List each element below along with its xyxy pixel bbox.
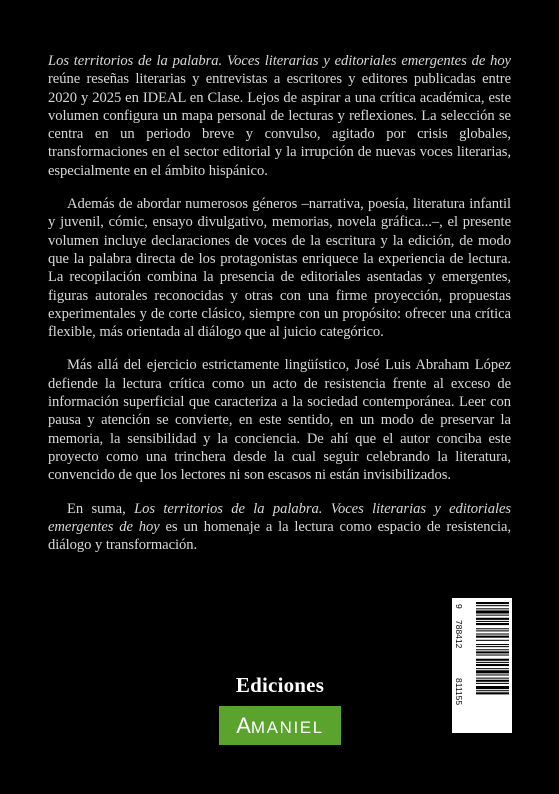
barcode-bar	[476, 651, 509, 653]
book-title-italic: Los territorios de la palabra. Voces literarias y editoriales emergentes de hoy	[48, 500, 512, 535]
back-cover-text	[48, 52, 511, 569]
isbn-barcode	[452, 598, 512, 733]
barcode-bar	[476, 659, 509, 661]
barcode-bar	[476, 623, 509, 625]
paragraph-4	[48, 500, 511, 555]
barcode-bar	[476, 615, 509, 616]
barcode-bar	[476, 644, 509, 645]
barcode-bar	[476, 686, 509, 689]
barcode-bar	[476, 662, 509, 663]
barcode-bar	[476, 605, 509, 606]
barcode-digit-first: 9	[454, 604, 464, 609]
barcode-bar	[476, 610, 509, 613]
barcode-bar	[476, 668, 509, 669]
barcode-bar	[476, 678, 509, 679]
barcode-bar	[476, 690, 509, 691]
barcode-bar	[476, 634, 509, 635]
barcode-digit-group-2: 811155	[454, 678, 464, 706]
paragraph-4-lead: En suma,	[67, 500, 135, 517]
barcode-digit-group-1: 788412	[454, 620, 464, 649]
publisher-logo	[219, 664, 341, 745]
barcode-bar	[476, 602, 509, 604]
barcode-bar	[476, 618, 509, 620]
paragraph-4-text: es un homenaje a la lectura como espacio de resistencia, diálogo y transformación.	[48, 518, 511, 554]
barcode-bar	[476, 670, 509, 673]
book-title-italic: Los territorios de la palabra. Voces literarias y editoriales emergentes de hoy	[48, 53, 511, 69]
barcode-bar	[476, 628, 509, 629]
barcode-bar	[476, 655, 509, 656]
paragraph-1-text: reúne reseñas literarias y entrevistas a escritores y editores publicadas entre 2020 y 2025 en IDEAL en Clase. Lejos de aspirar a una crítica académica, este volumen configura un mapa personal de lecturas y reflexiones. La selección se centra en un periodo breve y convulso, agitado por crisis globales, transformaciones en el sector editorial y la irrupción de nuevas voces literarias, especialmente en el ámbito hispánico.	[48, 71, 511, 179]
paragraph-1	[48, 52, 511, 180]
barcode-bar	[476, 680, 509, 682]
barcode-bar	[476, 636, 509, 638]
barcode-bar	[476, 649, 509, 650]
publisher-logo-name: MANIEL	[250, 718, 324, 737]
barcode-bars	[452, 598, 512, 733]
barcode-bar	[476, 640, 509, 641]
barcode-bar	[476, 608, 509, 609]
barcode-bar	[476, 692, 509, 694]
barcode-bar	[476, 683, 509, 684]
barcode-bar	[476, 646, 509, 647]
barcode-bar	[476, 674, 509, 675]
paragraph-3: Más allá del ejercicio estrictamente lingüístico, José Luis Abraham López defiende la lectura crítica como un acto de resistencia frente al exceso de información superficial que caracteriza a la sociedad contemporánea. Leer con pausa y atención se convierte, en este sentido, en un modo de preservar la memoria, la sensibilidad y la conciencia. De ahí que el autor conciba este proyecto como una trinchera desde la cual seguir celebrando la literatura, convencido de que los lectores ni son escasos ni están invisibilizados.	[48, 357, 511, 484]
publisher-logo-line-1: Ediciones	[219, 664, 341, 706]
publisher-logo-initial: A	[236, 713, 251, 738]
barcode-bar	[476, 621, 509, 622]
barcode-bar	[476, 630, 509, 631]
barcode-bar	[476, 664, 509, 666]
paragraph-2: Además de abordar numerosos géneros –narrativa, poesía, literatura infantil y juvenil, cómic, ensayo divulgativo, memorias, novela gráfica...–, el presente volumen incluye declaraciones de voces de la escritura y la edición, de modo que la palabra directa de los protagonistas enriquece la experiencia de lectura. La recopilación combina la presencia de editoriales asentadas y emergentes, figuras autorales reconocidas y otras con una firme proyección, propuestas experimentales y de corte clásico, siempre con un propósito: ofrecer una crítica flexible, más orientada al diálogo que al juicio categórico.	[48, 196, 511, 341]
publisher-logo-line-2	[219, 706, 341, 745]
